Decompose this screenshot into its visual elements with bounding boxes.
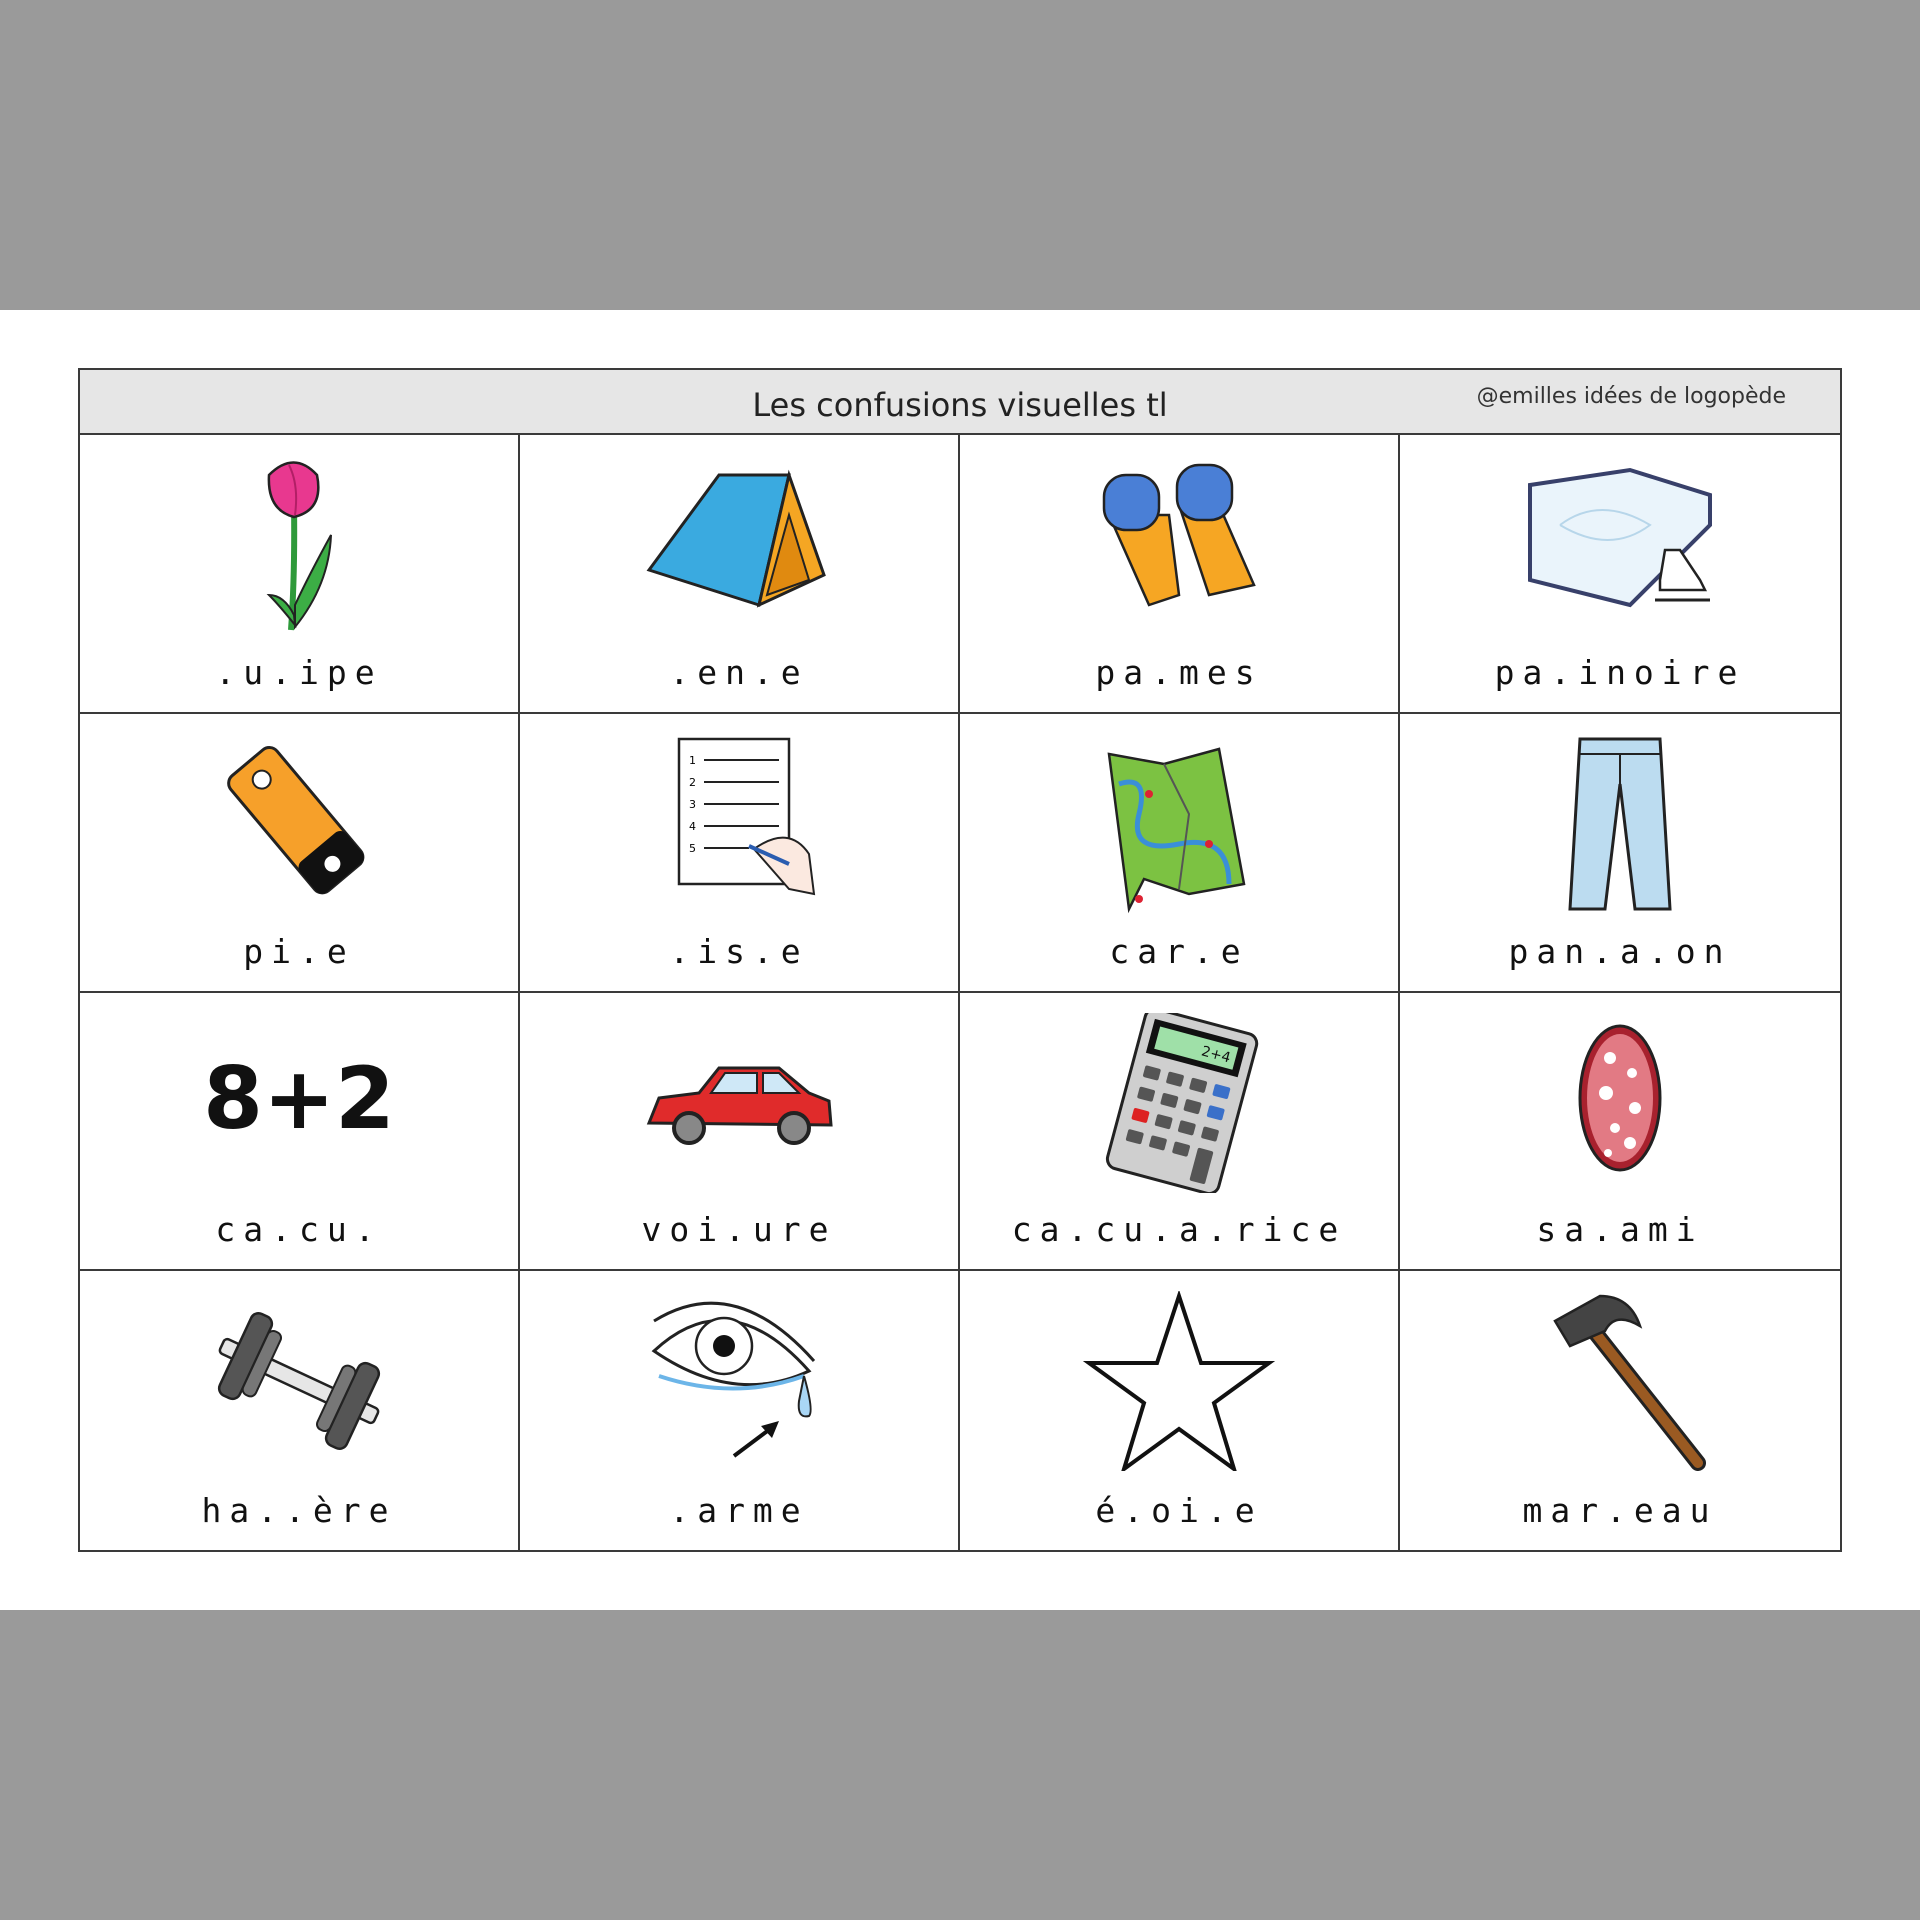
card-list (520, 714, 960, 993)
card-battery (80, 714, 520, 993)
word-label: pa.mes (1095, 652, 1263, 692)
word-label: .en.e (669, 652, 809, 692)
card-map (960, 714, 1400, 993)
flippers-icon (1079, 455, 1279, 635)
star-icon (1079, 1291, 1279, 1471)
card-calculation (80, 993, 520, 1272)
hammer-icon (1520, 1291, 1720, 1471)
card-tear (520, 1271, 960, 1550)
card-flippers (960, 435, 1400, 714)
list-icon (639, 734, 839, 914)
card-ice-rink (1400, 435, 1840, 714)
card-hammer (1400, 1271, 1840, 1550)
list-number: 2 (689, 775, 696, 789)
card-trousers (1400, 714, 1840, 993)
ice-rink-icon (1520, 455, 1720, 635)
tulip-icon (199, 455, 399, 635)
card-car (520, 993, 960, 1272)
word-label: pan.a.on (1508, 931, 1732, 971)
word-label: .is.e (669, 931, 809, 971)
word-label: car.e (1109, 931, 1249, 971)
tent-icon (639, 455, 839, 635)
worksheet-header (80, 370, 1840, 435)
salami-icon (1520, 1013, 1720, 1193)
card-salami (1400, 993, 1840, 1272)
trousers-icon (1520, 734, 1720, 914)
word-label: .arme (669, 1491, 809, 1530)
word-label: ca.cu.a.rice (1011, 1210, 1347, 1250)
list-number: 4 (689, 819, 696, 833)
word-label: ca.cu. (215, 1210, 383, 1250)
worksheet-page (0, 310, 1920, 1610)
list-number: 5 (689, 841, 696, 855)
card-star (960, 1271, 1400, 1550)
dumbbell-icon (199, 1291, 399, 1471)
word-label: .u.ipe (215, 652, 383, 692)
card-grid (80, 435, 1840, 1550)
author-credit: @emilles idées de logopède (1476, 384, 1786, 409)
word-label: ha..ère (201, 1491, 397, 1530)
card-tent (520, 435, 960, 714)
math-expression: 8+2 (203, 1048, 395, 1149)
word-label: mar.eau (1522, 1491, 1718, 1530)
word-label: pi.e (243, 931, 355, 971)
list-number: 3 (689, 797, 696, 811)
calculator-icon (1079, 1013, 1279, 1193)
worksheet-table (78, 368, 1842, 1552)
list-number: 1 (689, 753, 696, 767)
word-label: voi.ure (641, 1210, 837, 1250)
car-icon (639, 1013, 839, 1193)
card-calculator (960, 993, 1400, 1272)
battery-icon (199, 734, 399, 914)
worksheet-title: Les confusions visuelles tl (752, 386, 1168, 424)
word-label: pa.inoire (1494, 652, 1746, 692)
word-label: sa.ami (1536, 1210, 1704, 1250)
calculation-icon (199, 1013, 399, 1193)
tear-icon (639, 1291, 839, 1471)
card-dumbbell (80, 1271, 520, 1550)
map-icon (1079, 734, 1279, 914)
word-label: é.oi.e (1095, 1491, 1263, 1530)
calculator-screen: 2+4 (1199, 1042, 1233, 1066)
card-tulip (80, 435, 520, 714)
